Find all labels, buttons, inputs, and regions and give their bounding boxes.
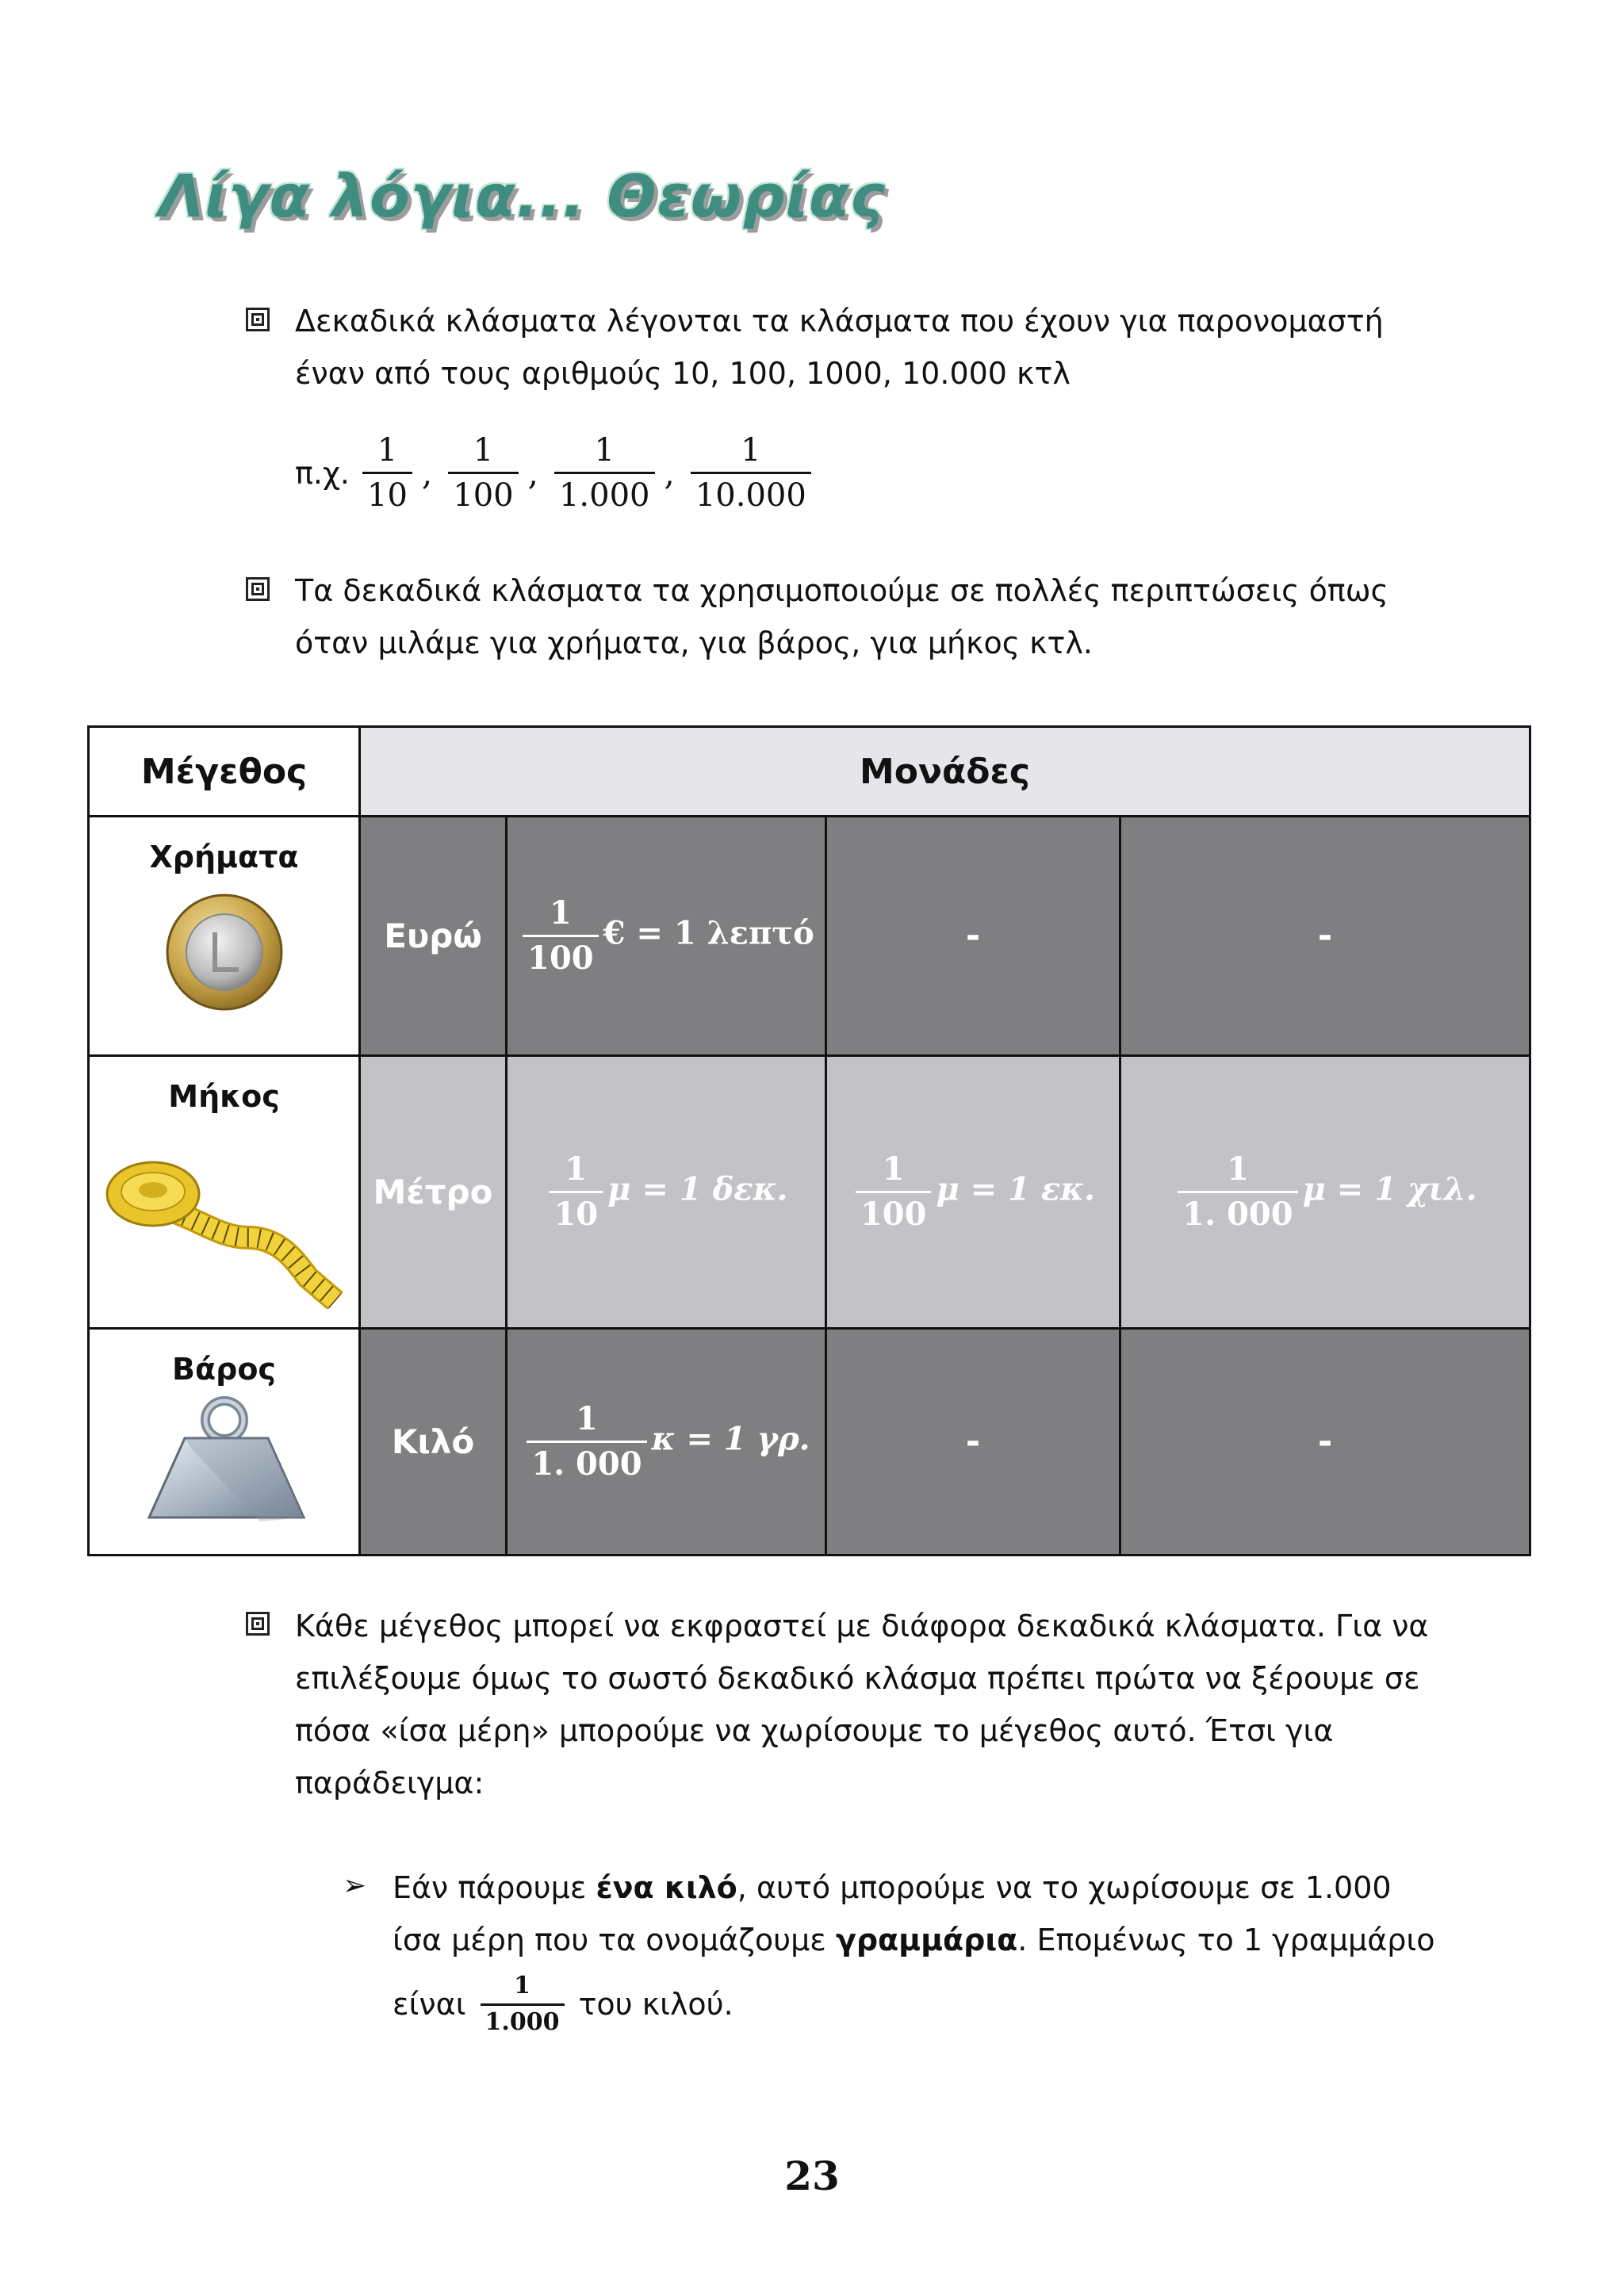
fraction-numerator: 1 bbox=[377, 432, 398, 469]
conversion-cell bbox=[507, 817, 826, 1056]
bullet1-line2: έναν από τους αριθμούς 10, 100, 1000, 10.000 κτλ bbox=[295, 356, 1071, 391]
empty-cell-dash: - bbox=[826, 817, 1120, 1056]
inline-fraction bbox=[481, 1973, 565, 2036]
conversion-fraction bbox=[527, 1401, 646, 1483]
bullet2-text bbox=[295, 564, 1388, 669]
table-row bbox=[89, 1056, 1530, 1329]
text-segment: , αυτό μπορούμε να το χωρίσουμε σε 1.000 bbox=[737, 1870, 1392, 1905]
bullet3-text bbox=[295, 1600, 1428, 1809]
example-fraction bbox=[448, 432, 518, 514]
quantity-label: Μήκος bbox=[168, 1079, 280, 1114]
bullet2-line1: Τα δεκαδικά κλάσματα τα χρησιμοποιούμε σε πολλές περιπτώσεις όπως bbox=[295, 573, 1388, 608]
fraction-numerator: 1 bbox=[549, 894, 572, 932]
fraction-numerator: 1 bbox=[565, 1150, 588, 1188]
quantity-label: Χρήματα bbox=[149, 840, 299, 874]
fraction-numerator: 1 bbox=[514, 1972, 530, 1999]
quantity-cell bbox=[89, 1329, 360, 1556]
header-quantity: Μέγεθος bbox=[89, 727, 360, 817]
fraction-denominator: 10 bbox=[550, 1191, 603, 1233]
example-row bbox=[295, 432, 816, 514]
conversion-cell bbox=[507, 1329, 826, 1556]
fraction-denominator: 100 bbox=[856, 1191, 932, 1233]
fraction-numerator: 1 bbox=[473, 432, 494, 469]
fraction-separator: , bbox=[527, 453, 538, 492]
fraction-numerator: 1 bbox=[576, 1400, 598, 1437]
text-segment: Εάν πάρουμε bbox=[393, 1870, 596, 1905]
sub-bullet-line1 bbox=[393, 1862, 1434, 1914]
conversion-equation: μ = 1 εκ. bbox=[936, 1170, 1096, 1208]
example-fraction bbox=[691, 432, 811, 514]
fraction-denominator: 1.000 bbox=[554, 472, 655, 514]
conversion-fraction bbox=[523, 895, 599, 977]
conversion-cell bbox=[507, 1056, 826, 1329]
sub-bullet-line2 bbox=[393, 1914, 1434, 1966]
conversion-fraction bbox=[1178, 1151, 1297, 1233]
units-table bbox=[87, 725, 1531, 1556]
fraction-denominator: 1. 000 bbox=[1178, 1191, 1297, 1233]
bullet3-line3: πόσα «ίσα μέρη» μπορούμε να χωρίσουμε το μέγεθος αυτό. Έτσι για bbox=[295, 1713, 1334, 1748]
quantity-cell bbox=[89, 1056, 360, 1329]
arrow-bullet-icon: ➢ bbox=[343, 1869, 367, 1902]
fraction-denominator: 10 bbox=[362, 472, 412, 514]
fraction-denominator: 10.000 bbox=[691, 472, 811, 514]
text-segment: του κιλού. bbox=[578, 1987, 733, 2022]
conversion-equation: € = 1 λεπτό bbox=[603, 914, 814, 952]
empty-cell-dash: - bbox=[826, 1329, 1120, 1556]
bullet3-line2: επιλέξουμε όμως το σωστό δεκαδικό κλάσμα πρέπει πρώτα να ξέρουμε σε bbox=[295, 1661, 1420, 1696]
bullet3-line1: Κάθε μέγεθος μπορεί να εκφραστεί με διάφορα δεκαδικά κλάσματα. Για να bbox=[295, 1609, 1429, 1644]
bold-term: γραμμάρια bbox=[835, 1923, 1018, 1957]
fraction-numerator: 1 bbox=[741, 432, 761, 469]
sub-bullet-line3 bbox=[393, 1973, 1434, 2036]
empty-cell-dash: - bbox=[1120, 817, 1530, 1056]
conversion-fraction bbox=[550, 1151, 603, 1233]
empty-cell-dash: - bbox=[1120, 1329, 1530, 1556]
conversion-equation: μ = 1 δεκ. bbox=[607, 1170, 788, 1208]
section-title: Λίγα λόγια... Θεωρίας bbox=[159, 163, 886, 231]
square-bullet-icon bbox=[246, 1612, 270, 1636]
conversion-fraction bbox=[856, 1151, 932, 1233]
quantity-cell bbox=[89, 817, 360, 1056]
sub-bullet-text bbox=[393, 1862, 1434, 2036]
table-row bbox=[89, 1329, 1530, 1556]
page-number: 23 bbox=[784, 2152, 840, 2199]
conversion-cell bbox=[1120, 1056, 1530, 1329]
euro-coin-icon bbox=[161, 889, 288, 1016]
weight-kg-icon bbox=[141, 1395, 308, 1529]
square-bullet-icon bbox=[246, 308, 270, 331]
text-segment: ίσα μέρη που τα ονομάζουμε bbox=[393, 1923, 836, 1957]
text-segment: . Επομένως το 1 γραμμάριο bbox=[1017, 1923, 1435, 1957]
fraction-numerator: 1 bbox=[882, 1150, 905, 1188]
table-header-row bbox=[89, 727, 1530, 817]
table-row bbox=[89, 817, 1530, 1056]
example-prefix: π.χ. bbox=[295, 455, 350, 491]
quantity-label: Βάρος bbox=[172, 1352, 276, 1387]
unit-name: Κιλό bbox=[360, 1329, 507, 1556]
conversion-equation: μ = 1 χιλ. bbox=[1302, 1170, 1477, 1208]
fraction-separator: , bbox=[421, 453, 433, 492]
bullet3-line4: παράδειγμα: bbox=[295, 1766, 485, 1800]
bullet1-text bbox=[295, 295, 1384, 400]
header-units: Μονάδες bbox=[360, 727, 1530, 817]
fraction-denominator: 1. 000 bbox=[527, 1441, 646, 1483]
bullet1-line1: Δεκαδικά κλάσματα λέγονται τα κλάσματα που έχουν για παρονομαστή bbox=[295, 304, 1384, 339]
fraction-numerator: 1 bbox=[594, 432, 615, 469]
bullet2-line2: όταν μιλάμε για χρήματα, για βάρος, για μήκος κτλ. bbox=[295, 626, 1093, 660]
square-bullet-icon bbox=[246, 577, 270, 601]
fraction-denominator: 100 bbox=[448, 472, 518, 514]
fraction-separator: , bbox=[664, 453, 675, 492]
conversion-equation: κ = 1 γρ. bbox=[651, 1420, 810, 1458]
example-fraction bbox=[362, 432, 412, 514]
example-fraction bbox=[554, 432, 655, 514]
unit-name: Ευρώ bbox=[360, 817, 507, 1056]
fraction-numerator: 1 bbox=[1227, 1150, 1249, 1188]
conversion-cell bbox=[826, 1056, 1120, 1329]
tape-measure-icon bbox=[98, 1119, 351, 1309]
fraction-denominator: 100 bbox=[523, 935, 599, 977]
bold-term: ένα κιλό bbox=[596, 1870, 737, 1905]
text-segment: είναι bbox=[393, 1987, 466, 2022]
unit-name: Μέτρο bbox=[360, 1056, 507, 1329]
fraction-denominator: 1.000 bbox=[481, 2003, 565, 2037]
